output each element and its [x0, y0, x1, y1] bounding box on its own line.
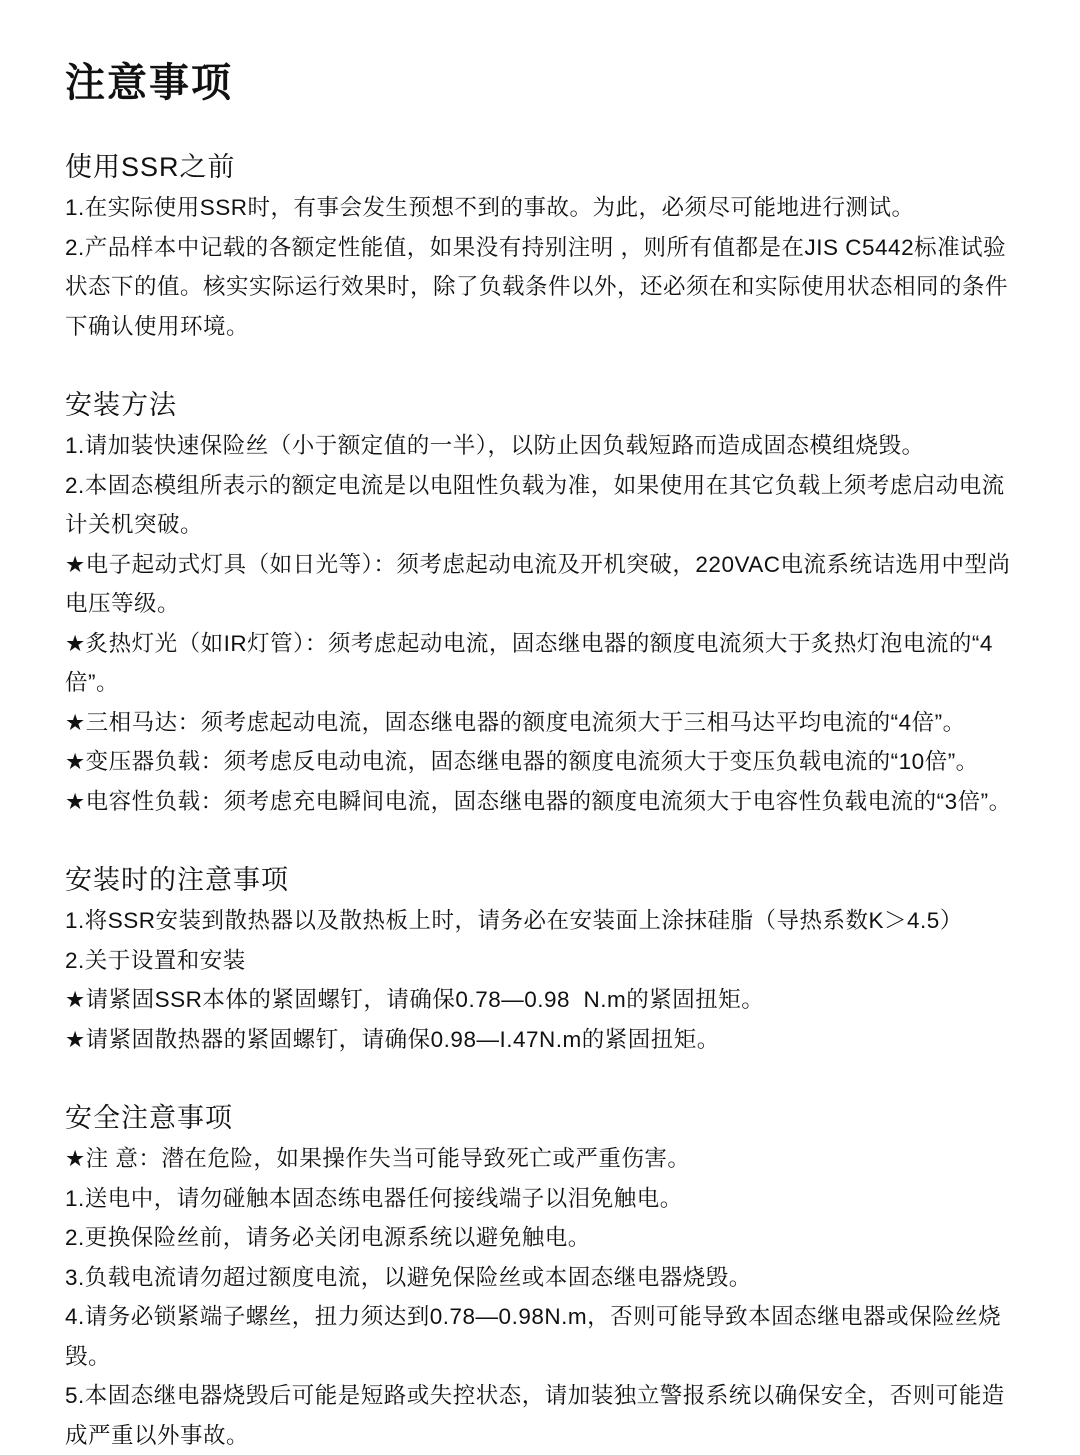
section-installation-method	[65, 388, 1018, 821]
list-item: 3.负载电流请勿超过额度电流，以避免保险丝或本固态继电器烧毁。	[65, 1264, 752, 1290]
section-heading: 安全注意事项	[65, 1103, 233, 1133]
list-item: 2.本固态模组所表示的额定电流是以电阻性负载为准，如果使用在其它负载上须考虑启动电流计关机突破。	[65, 472, 1005, 537]
list-item: ★变压器负载：须考虑反电动电流，固态继电器的额度电流须大于变压负载电流的“10倍”。	[65, 749, 979, 774]
list-item: ★请紧固散热器的紧固螺钉，请确保0.98—I.47N.m的紧固扭矩。	[65, 1026, 720, 1052]
page-title: 注意事项	[65, 61, 233, 105]
list-item: 1.在实际使用SSR时，有事会发生预想不到的事故。为此，必须尽可能地进行测试。	[65, 195, 915, 220]
section-safety-precautions	[65, 1101, 1018, 1455]
section-heading: 安装时的注意事项	[65, 865, 289, 895]
list-item: 2.更换保险丝前，请务必关闭电源系统以避免触电。	[65, 1225, 591, 1250]
section-installation-precautions	[65, 863, 1018, 1059]
section-before-using-ssr	[65, 150, 1018, 346]
list-item: ★请紧固SSR本体的紧固螺钉，请确保0.78—0.98 N.m的紧固扭矩。	[65, 987, 765, 1012]
list-item: 1.请加装快速保险丝（小于额定值的一半），以防止因负载短路而造成固态模组烧毁。	[65, 433, 925, 458]
list-item: 1.将SSR安装到散热器以及散热板上时，请务必在安装面上涂抹硅脂（导热系数K＞4.5）	[65, 908, 963, 933]
list-item: 2.关于设置和安装	[65, 947, 246, 973]
list-item: 4.请务必锁紧端子螺丝，扭力须达到0.78—0.98N.m，否则可能导致本固态继电器或保险丝烧毁。	[65, 1304, 1002, 1369]
list-item: ★电子起动式灯具（如日光等）：须考虑起动电流及开机突破，220VAC电流系统诘选用中型尚电压等级。	[65, 551, 1011, 616]
list-item: ★电容性负载：须考虑充电瞬间电流，固态继电器的额度电流须大于电容性负载电流的“3倍”。	[65, 788, 1012, 814]
section-heading: 安装方法	[65, 390, 177, 420]
list-item: 1.送电中，请勿碰触本固态练电器任何接线端子以泪免触电。	[65, 1185, 683, 1211]
list-item: ★三相马达：须考虑起动电流，固态继电器的额度电流须大于三相马达平均电流的“4倍”。	[65, 709, 966, 735]
list-item: 2.产品样本中记载的各额定性能值，如果没有持别注明 ，则所有值都是在JIS C5442标准试验状态下的值。核实实际运行效果时，除了负载条件以外，还必须在和实际使用状态相同的条件下确认使用环境。	[65, 234, 1009, 339]
list-item: ★炙热灯光（如IR灯管）：须考虑起动电流，固态继电器的额度电流须大于炙热灯泡电流的“4倍”。	[65, 630, 993, 695]
list-item: ★注 意：潜在危险，如果操作失当可能导致死亡或严重伤害。	[65, 1146, 691, 1171]
list-item: 5.本固态继电器烧毁后可能是短路或失控状态，请加装独立警报系统以确保安全，否则可能造成严重以外事故。	[65, 1383, 1005, 1448]
section-heading: 使用SSR之前	[65, 152, 236, 182]
